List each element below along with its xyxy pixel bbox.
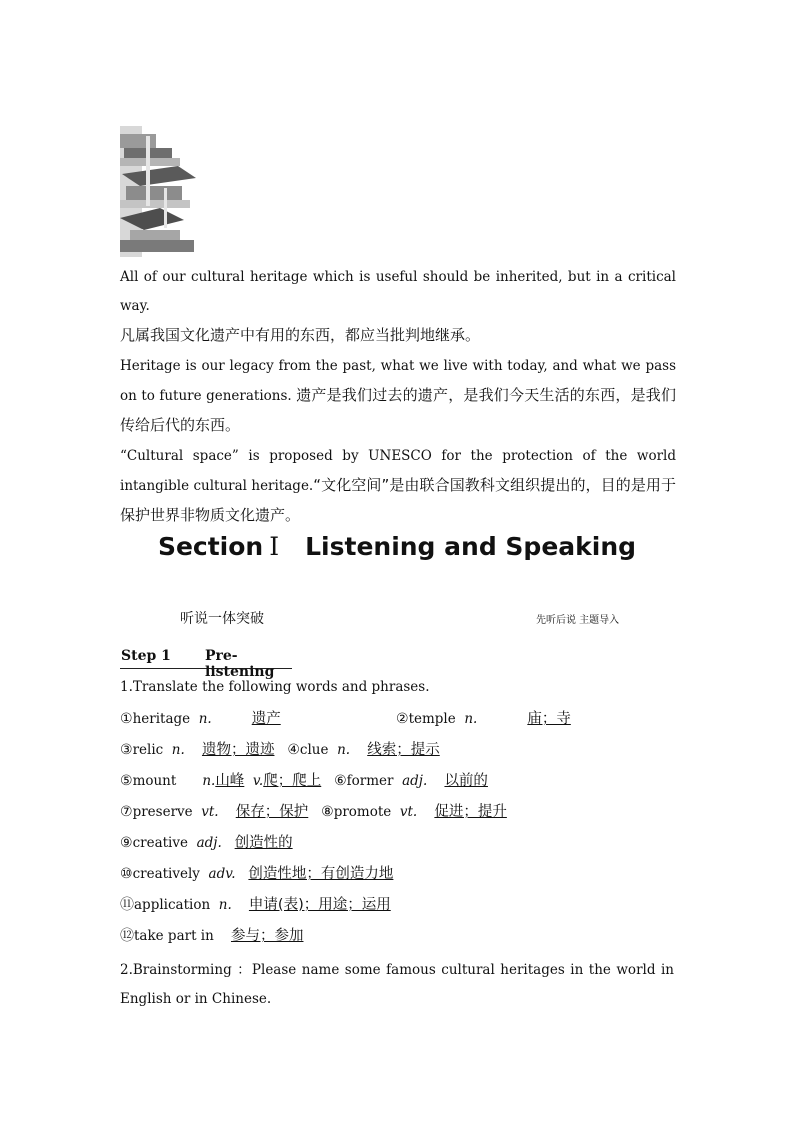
vocab-word: relic	[132, 742, 164, 758]
vocab-row	[120, 831, 293, 852]
step-label: Step 1	[121, 648, 171, 664]
part-of-speech: vt.	[399, 804, 418, 820]
item-number: ⑫	[120, 928, 134, 944]
vocab-row	[120, 769, 488, 790]
section-name: Listening and Speaking	[305, 532, 637, 561]
vocab-answer: 保存；保护	[235, 804, 309, 820]
item-number: ⑥	[334, 773, 347, 789]
item-number: ⑨	[120, 835, 133, 851]
intro-en: “Cultural space” is proposed by UNESCO for the protection of the world intangible cultural heritage.	[120, 448, 676, 494]
question-2: 2.Brainstorming ：Please name some famous cultural heritages in the world in English or in Chinese.	[120, 962, 674, 1007]
item-number: ⑪	[120, 897, 134, 913]
item-number: ⑦	[120, 804, 133, 820]
vocab-word: application	[134, 897, 211, 913]
part-of-speech: v.	[252, 773, 264, 789]
step-header	[120, 648, 292, 680]
vocab-word: heritage	[132, 711, 191, 727]
vocab-answer: 创造性地；有创造力地	[248, 866, 394, 882]
intro-zh: 凡属我国文化遗产中有用的东西，都应当批判地继承。	[120, 326, 481, 344]
vocab-row	[120, 862, 393, 883]
part-of-speech: n.	[337, 742, 351, 758]
intro-en: Heritage is our legacy from the past, what we live with today, and what we pass on to future generations.	[120, 358, 676, 404]
vocab-answer: 参与；参加	[230, 928, 304, 944]
item-number: ⑧	[321, 804, 334, 820]
vocab-row	[120, 924, 303, 945]
item-number: ③	[120, 742, 133, 758]
item-number: ⑤	[120, 773, 133, 789]
part-of-speech: adj.	[402, 773, 428, 789]
part-of-speech: adj.	[196, 835, 222, 851]
vocab-answer: 爬；爬上	[263, 773, 322, 789]
intro-paragraph	[120, 442, 676, 531]
vocab-answer: 以前的	[444, 773, 488, 789]
vocab-word: creative	[132, 835, 188, 851]
intro-passage	[120, 263, 676, 532]
section-word: Section	[157, 532, 264, 561]
vocab-row	[120, 800, 507, 821]
vocab-answer: 遗物；遗迹	[201, 742, 275, 758]
vocab-word: promote	[333, 804, 392, 820]
part-of-speech: n.	[218, 897, 232, 913]
vocab-answer: 促进；提升	[434, 804, 507, 820]
intro-zh: 遗产是我们过去的遗产，是我们今天生活的东西，是我们传给后代的东西。	[120, 386, 676, 434]
vocab-word: mount	[132, 773, 177, 789]
heritage-architecture-image	[120, 126, 200, 257]
vocab-answer: 线索；提示	[367, 742, 440, 758]
subhead-left: 听说一体突破	[180, 611, 264, 627]
part-of-speech: n.	[464, 711, 478, 727]
intro-paragraph	[120, 352, 676, 441]
part-of-speech: vt.	[201, 804, 219, 820]
section-title	[0, 532, 794, 561]
vocab-word: temple	[408, 711, 456, 727]
vocab-row	[120, 893, 391, 914]
vocab-answer: 申请(表)；用途；运用	[248, 897, 391, 913]
item-number: ⑩	[120, 866, 133, 882]
vocab-row	[120, 738, 440, 759]
vocab-answer: 庙；寺	[527, 711, 571, 727]
question-1: 1.Translate the following words and phrases.	[120, 679, 430, 695]
part-of-speech: n.	[198, 711, 212, 727]
item-number: ④	[287, 742, 300, 758]
intro-paragraph	[120, 263, 676, 351]
vocab-word: creatively	[132, 866, 200, 882]
subhead-right: 先听后说 主题导入	[536, 615, 620, 626]
part-of-speech: n.	[171, 742, 185, 758]
step-name: Pre-listening	[205, 648, 275, 680]
vocab-answer: 山峰	[215, 773, 245, 789]
item-number: ②	[396, 711, 409, 727]
intro-en: All of our cultural heritage which is useful should be inherited, but in a critical way.	[120, 269, 676, 314]
section-number: Ⅰ	[269, 532, 280, 561]
part-of-speech: adv.	[208, 866, 236, 882]
item-number: ①	[120, 711, 133, 727]
part-of-speech: n.	[202, 773, 216, 789]
vocab-row	[120, 707, 571, 728]
vocab-word: former	[346, 773, 394, 789]
vocab-word: take part in	[134, 928, 214, 944]
vocab-word: preserve	[132, 804, 193, 820]
vocab-word: clue	[299, 742, 329, 758]
intro-zh: “文化空间”是由联合国教科文组织提出的，目的是用于保护世界非物质文化遗产。	[120, 476, 676, 524]
vocab-answer: 创造性的	[234, 835, 293, 851]
vocab-answer: 遗产	[251, 711, 281, 727]
